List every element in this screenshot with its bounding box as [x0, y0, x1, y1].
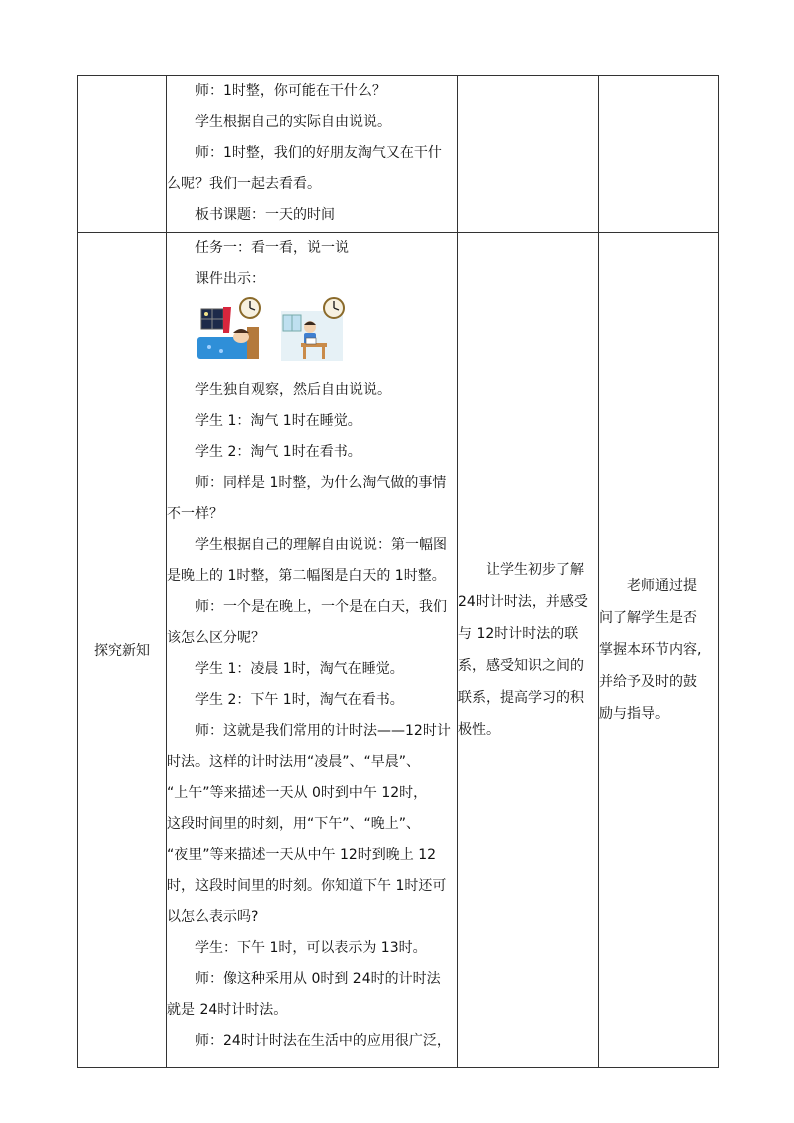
text-line: 联系，提高学习的积	[458, 690, 584, 706]
text-line: 是晚上的 1时整，第二幅图是白天的 1时整。	[167, 568, 446, 584]
design-intent-cell-empty	[458, 76, 599, 233]
text-line: 这段时间里的时刻，用“下午”、“晚上”、	[167, 816, 421, 832]
text-line: 以怎么表示吗?	[167, 909, 259, 925]
text-line: “夜里”等来描述一天从中午 12时到晚上 12	[167, 847, 437, 863]
sleeping-at-night-picture	[195, 297, 263, 363]
text-line: 时，这段时间里的时刻。你知道下午 1时还可	[167, 878, 447, 894]
text-line: 师：1时整，你可能在干什么？	[195, 83, 386, 99]
text-line: 时法。这样的计时法用“凌晨”、“早晨”、	[167, 754, 421, 770]
text-line: 系，感受知识之间的	[458, 658, 584, 674]
text-line: 学生独自观察，然后自由说说。	[195, 382, 391, 398]
text-line: 24时计时法，并感受	[458, 594, 588, 610]
reflection-cell-empty	[599, 76, 719, 233]
text-line: 学生：下午 1时，可以表示为 13时。	[195, 940, 427, 956]
text-line: 学生 1：淘气 1时在睡觉。	[195, 413, 362, 429]
design-intent-cell	[458, 233, 599, 1068]
lesson-plan-table	[77, 75, 719, 1068]
text-line: 就是 24时计时法。	[167, 1002, 288, 1018]
text-line: 学生根据自己的理解自由说说：第一幅图	[195, 537, 447, 553]
text-line: 学生 2：下午 1时，淘气在看书。	[195, 692, 404, 708]
text-line: 该怎么区分呢？	[167, 630, 265, 646]
sleeping-at-night-illustration	[195, 297, 263, 363]
text-line: “上午”等来描述一天从 0时到中午 12时，	[167, 785, 428, 801]
text-line: 与 12时计时法的联	[458, 626, 579, 642]
reflection-cell	[599, 233, 719, 1068]
activity-cell	[167, 76, 458, 233]
task-title: 任务一：看一看，说一说	[195, 240, 349, 256]
stage-cell-empty	[78, 76, 167, 233]
text-line: 并给予及时的鼓	[599, 674, 697, 690]
table-row	[78, 233, 719, 1068]
text-line: 师：像这种采用从 0时到 24时的计时法	[195, 971, 441, 987]
text-line: 学生 1：凌晨 1时，淘气在睡觉。	[195, 661, 404, 677]
text-line: 励与指导。	[599, 706, 669, 722]
text-line: 板书课题：一天的时间	[195, 207, 335, 223]
courseware-images	[167, 295, 457, 375]
text-line: 师：同样是 1时整，为什么淘气做的事情	[195, 475, 447, 491]
activity-cell	[167, 233, 458, 1068]
text-line: 极性。	[458, 722, 500, 738]
stage-label: 探究新知	[78, 233, 167, 1068]
reading-in-daytime-illustration	[279, 297, 347, 363]
text-line: 不一样？	[167, 506, 223, 522]
courseware-label: 课件出示：	[195, 271, 265, 287]
text-line: 师：1时整，我们的好朋友淘气又在干什	[195, 145, 442, 161]
text-line: 师：这就是我们常用的计时法——12时计	[195, 723, 451, 739]
table-row	[78, 76, 719, 233]
text-line: 学生 2：淘气 1时在看书。	[195, 444, 362, 460]
text-line: 老师通过提	[627, 578, 697, 594]
text-line: 么呢？我们一起去看看。	[167, 176, 321, 192]
text-line: 师：一个是在晚上，一个是在白天，我们	[195, 599, 447, 615]
text-line: 让学生初步了解	[486, 562, 584, 578]
text-line: 掌握本环节内容,	[599, 642, 702, 658]
text-line: 师：24时计时法在生活中的应用很广泛，	[195, 1033, 451, 1049]
text-line: 学生根据自己的实际自由说说。	[195, 114, 391, 130]
reading-in-daytime-picture	[279, 297, 347, 363]
text-line: 问了解学生是否	[599, 610, 697, 626]
